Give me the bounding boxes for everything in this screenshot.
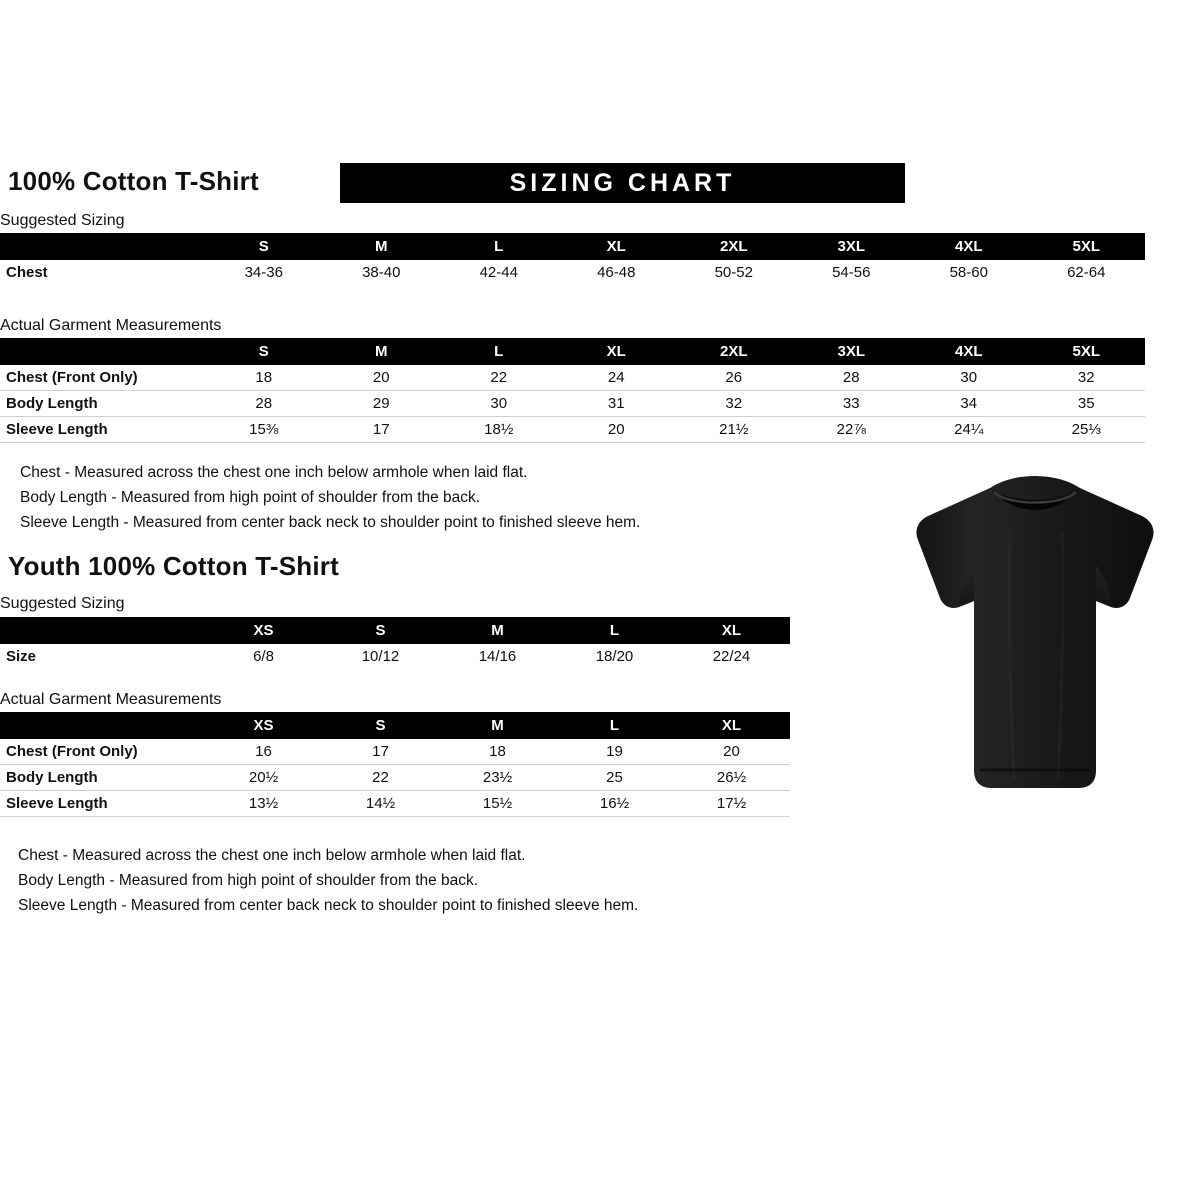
table-row xyxy=(0,417,1145,443)
cell: 38-40 xyxy=(362,264,401,281)
col-header: S xyxy=(322,712,439,739)
table-header-row xyxy=(0,233,1145,260)
cell: 26½ xyxy=(716,769,747,786)
note-line: Chest - Measured across the chest one inch below armhole when laid flat. xyxy=(18,847,526,864)
row-label: Chest (Front Only) xyxy=(6,369,138,386)
cell: 16½ xyxy=(599,795,630,812)
cell: 18½ xyxy=(484,421,514,438)
youth-measurement-notes xyxy=(18,843,638,918)
col-header xyxy=(0,712,205,739)
col-header: M xyxy=(323,233,441,260)
cell: 22 xyxy=(490,369,508,386)
col-header: S xyxy=(322,617,439,644)
row-label: Sleeve Length xyxy=(6,421,108,438)
col-header: 3XL xyxy=(793,338,911,365)
cell: 28 xyxy=(842,369,860,386)
table-row xyxy=(0,791,790,817)
col-header: L xyxy=(556,617,673,644)
col-header: XL xyxy=(558,338,676,365)
adult-measurement-notes xyxy=(20,460,640,535)
table-row xyxy=(0,391,1145,417)
col-header: S xyxy=(205,338,323,365)
cell: 17 xyxy=(372,743,389,760)
col-header: L xyxy=(440,233,558,260)
col-header xyxy=(0,233,205,260)
col-header: M xyxy=(439,712,556,739)
youth-actual-measurements-table xyxy=(0,712,790,817)
note-line: Sleeve Length - Measured from center back neck to shoulder point to finished sleeve hem. xyxy=(18,897,639,914)
cell: 22⅞ xyxy=(836,421,866,438)
product-image xyxy=(890,470,1180,815)
note-line: Body Length - Measured from high point of shoulder from the back. xyxy=(18,872,479,889)
cell: 18 xyxy=(255,369,273,386)
col-header: 4XL xyxy=(910,233,1028,260)
col-header: 2XL xyxy=(675,233,793,260)
table-row xyxy=(0,644,790,669)
cell: 18/20 xyxy=(595,648,634,665)
table-header-row xyxy=(0,338,1145,365)
table-header-row xyxy=(0,617,790,644)
cell: 42-44 xyxy=(479,264,518,281)
cell: 14½ xyxy=(365,795,396,812)
cell: 30 xyxy=(490,395,508,412)
cell: 22/24 xyxy=(712,648,751,665)
adult-actual-label: Actual Garment Measurements xyxy=(0,317,222,334)
note-line: Chest - Measured across the chest one inch below armhole when laid flat. xyxy=(20,464,528,481)
row-label: Size xyxy=(6,648,37,665)
cell: 32 xyxy=(725,395,743,412)
col-header: 2XL xyxy=(675,338,793,365)
col-header: XL xyxy=(558,233,676,260)
cell: 17 xyxy=(372,421,390,438)
cell: 25⅓ xyxy=(1071,421,1101,438)
cell: 21½ xyxy=(719,421,749,438)
cell: 13½ xyxy=(248,795,279,812)
cell: 54-56 xyxy=(832,264,871,281)
table-row xyxy=(0,260,1145,285)
col-header: 5XL xyxy=(1028,338,1146,365)
youth-suggested-label: Suggested Sizing xyxy=(0,595,125,612)
cell: 18 xyxy=(489,743,506,760)
col-header: XL xyxy=(673,617,790,644)
cell: 14/16 xyxy=(478,648,517,665)
cell: 20 xyxy=(372,369,390,386)
adult-actual-measurements-table xyxy=(0,338,1145,443)
youth-section-title: Youth 100% Cotton T-Shirt xyxy=(8,551,339,581)
cell: 20 xyxy=(607,421,625,438)
cell: 19 xyxy=(606,743,623,760)
cell: 34-36 xyxy=(244,264,283,281)
col-header: M xyxy=(323,338,441,365)
cell: 23½ xyxy=(482,769,513,786)
adult-suggested-sizing-table xyxy=(0,233,1145,285)
row-label: Sleeve Length xyxy=(6,795,108,812)
youth-suggested-sizing-table xyxy=(0,617,790,669)
cell: 17½ xyxy=(716,795,747,812)
cell: 35 xyxy=(1077,395,1095,412)
adult-section-title: 100% Cotton T-Shirt xyxy=(8,166,259,196)
cell: 24 xyxy=(607,369,625,386)
col-header: 5XL xyxy=(1028,233,1146,260)
cell: 16 xyxy=(255,743,272,760)
table-row xyxy=(0,739,790,765)
cell: 22 xyxy=(372,769,389,786)
cell: 30 xyxy=(960,369,978,386)
col-header xyxy=(0,617,205,644)
note-line: Sleeve Length - Measured from center back neck to shoulder point to finished sleeve hem. xyxy=(20,514,641,531)
cell: 46-48 xyxy=(597,264,636,281)
cell: 15½ xyxy=(482,795,513,812)
cell: 29 xyxy=(372,395,390,412)
youth-actual-label: Actual Garment Measurements xyxy=(0,691,222,708)
row-label: Body Length xyxy=(6,395,98,412)
cell: 50-52 xyxy=(714,264,753,281)
cell: 20½ xyxy=(248,769,279,786)
sizing-chart-banner-label: SIZING CHART xyxy=(509,168,736,197)
cell: 58-60 xyxy=(949,264,988,281)
note-line: Body Length - Measured from high point of shoulder from the back. xyxy=(20,489,481,506)
cell: 20 xyxy=(723,743,740,760)
table-header-row xyxy=(0,712,790,739)
cell: 32 xyxy=(1077,369,1095,386)
cell: 24¼ xyxy=(954,421,984,438)
col-header: XS xyxy=(205,712,322,739)
cell: 25 xyxy=(606,769,623,786)
cell: 33 xyxy=(842,395,860,412)
cell: 6/8 xyxy=(253,648,274,665)
cell: 10/12 xyxy=(361,648,400,665)
black-t-shirt-icon xyxy=(890,470,1180,815)
col-header: M xyxy=(439,617,556,644)
row-label: Chest (Front Only) xyxy=(6,743,138,760)
sizing-chart-banner xyxy=(340,163,905,203)
col-header: XL xyxy=(673,712,790,739)
adult-suggested-label: Suggested Sizing xyxy=(0,212,125,229)
row-label: Body Length xyxy=(6,769,98,786)
col-header: L xyxy=(556,712,673,739)
col-header: XS xyxy=(205,617,322,644)
table-row xyxy=(0,765,790,791)
col-header: 3XL xyxy=(793,233,911,260)
row-label: Chest xyxy=(6,264,48,281)
cell: 28 xyxy=(255,395,273,412)
cell: 15⅜ xyxy=(249,421,279,438)
col-header: S xyxy=(205,233,323,260)
cell: 34 xyxy=(960,395,978,412)
col-header xyxy=(0,338,205,365)
cell: 26 xyxy=(725,369,743,386)
table-row xyxy=(0,365,1145,391)
cell: 62-64 xyxy=(1067,264,1106,281)
cell: 31 xyxy=(607,395,625,412)
col-header: 4XL xyxy=(910,338,1028,365)
col-header: L xyxy=(440,338,558,365)
